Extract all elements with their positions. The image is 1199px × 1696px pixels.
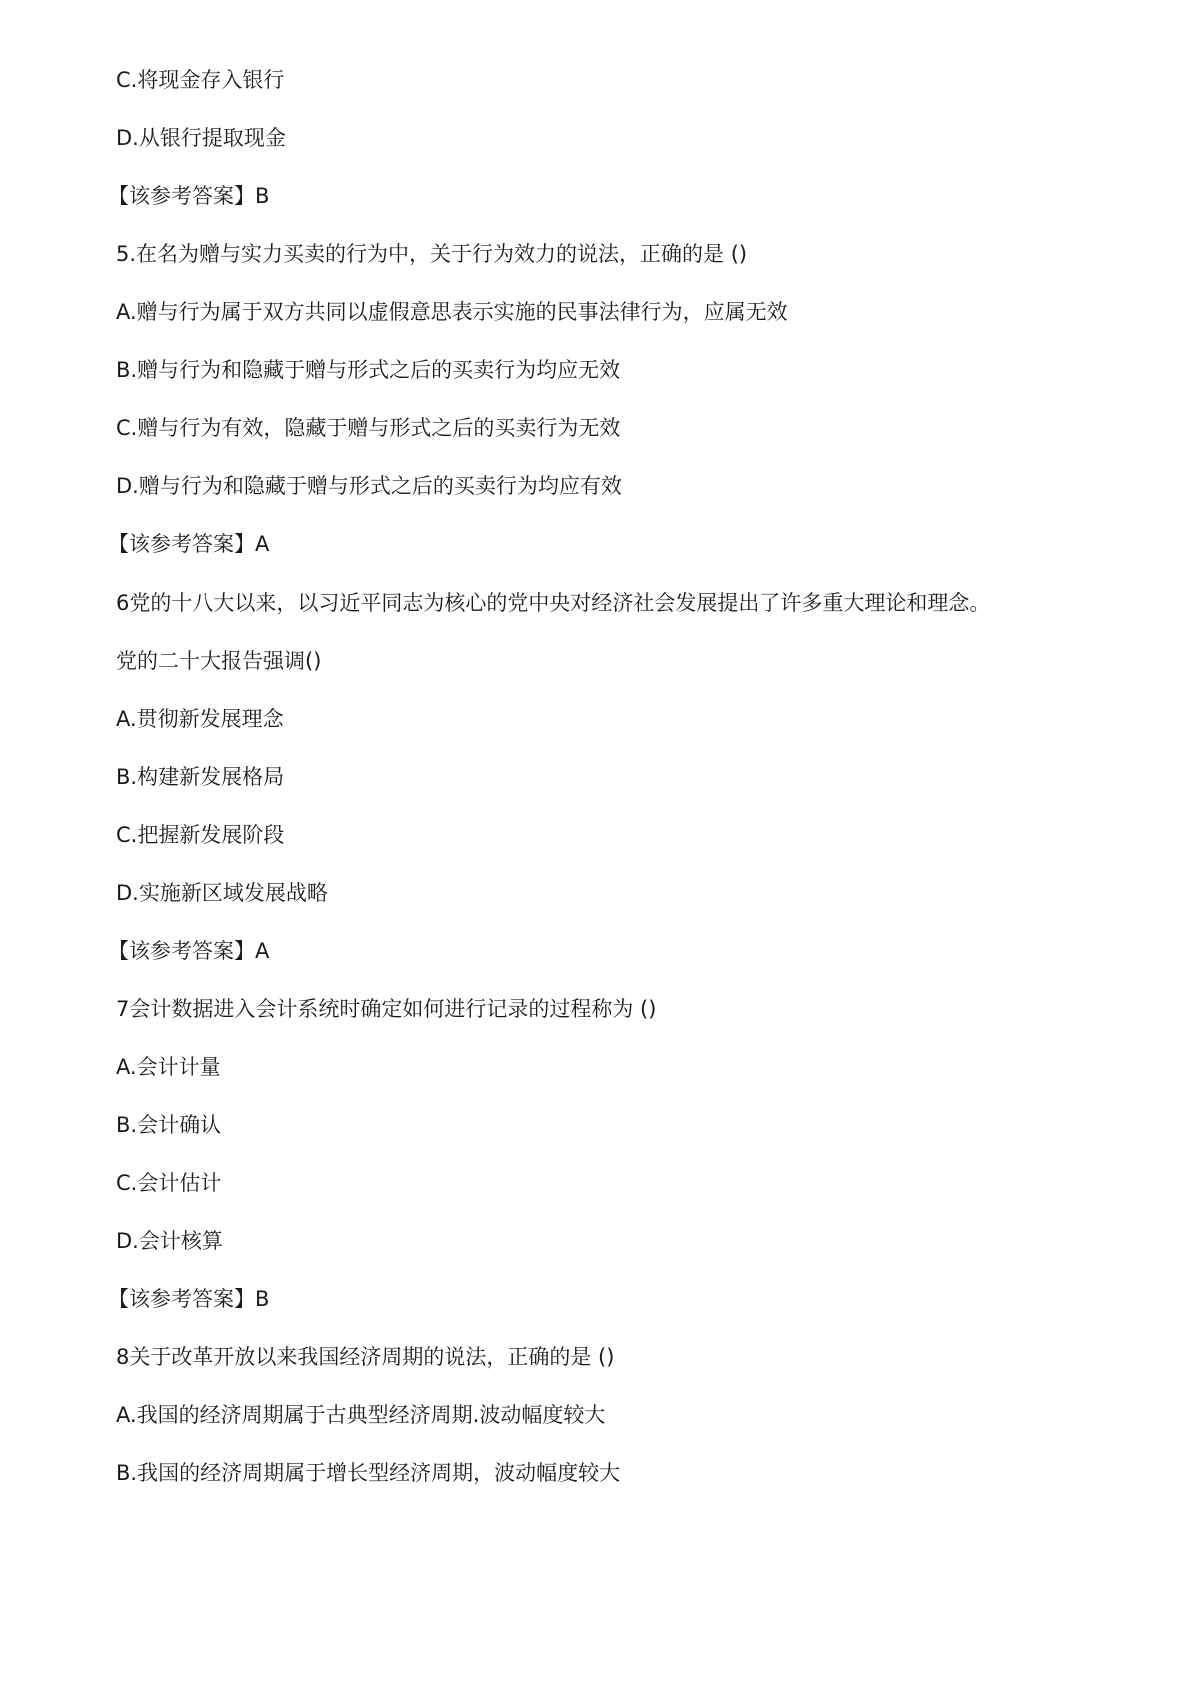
option-b-q6: B.构建新发展格局 — [116, 765, 285, 789]
option-a-q7: A.会计计量 — [116, 1055, 221, 1079]
option-b-q5: B.赠与行为和隐藏于赠与形式之后的买卖行为均应无效 — [116, 358, 621, 382]
option-a-q8: A.我国的经济周期属于古典型经济周期.波动幅度较大 — [116, 1403, 606, 1427]
option-c-q5: C.赠与行为有效，隐藏于赠与形式之后的买卖行为无效 — [116, 416, 621, 440]
option-c-q7: C.会计估计 — [116, 1171, 222, 1195]
option-d-q5: D.赠与行为和隐藏于赠与形式之后的买卖行为均应有效 — [116, 474, 622, 498]
option-a-q6: A.贯彻新发展理念 — [116, 707, 284, 731]
question-5: 5.在名为赠与实力买卖的行为中，关于行为效力的说法，正确的是 () — [116, 242, 748, 266]
answer-q5: 【该参考答案】A — [108, 532, 270, 556]
question-6-continued: 党的二十大报告强调() — [116, 649, 322, 673]
option-c-q6: C.把握新发展阶段 — [116, 823, 285, 847]
option-d-q4: D.从银行提取现金 — [116, 126, 286, 150]
option-d-q6: D.实施新区域发展战略 — [116, 881, 328, 905]
option-c-q4: C.将现金存入银行 — [116, 68, 285, 92]
option-a-q5: A.赠与行为属于双方共同以虚假意思表示实施的民事法律行为，应属无效 — [116, 300, 788, 324]
question-6: 6党的十八大以来，以习近平同志为核心的党中央对经济社会发展提出了许多重大理论和理念。 — [116, 591, 991, 615]
question-7: 7会计数据进入会计系统时确定如何进行记录的过程称为 () — [116, 997, 657, 1021]
answer-q4: 【该参考答案】B — [108, 184, 270, 208]
option-b-q7: B.会计确认 — [116, 1113, 222, 1137]
answer-q6: 【该参考答案】A — [108, 939, 270, 963]
question-8: 8关于改革开放以来我国经济周期的说法，正确的是 () — [116, 1345, 615, 1369]
answer-q7: 【该参考答案】B — [108, 1287, 270, 1311]
option-b-q8: B.我国的经济周期属于增长型经济周期，波动幅度较大 — [116, 1461, 621, 1485]
option-d-q7: D.会计核算 — [116, 1229, 223, 1253]
